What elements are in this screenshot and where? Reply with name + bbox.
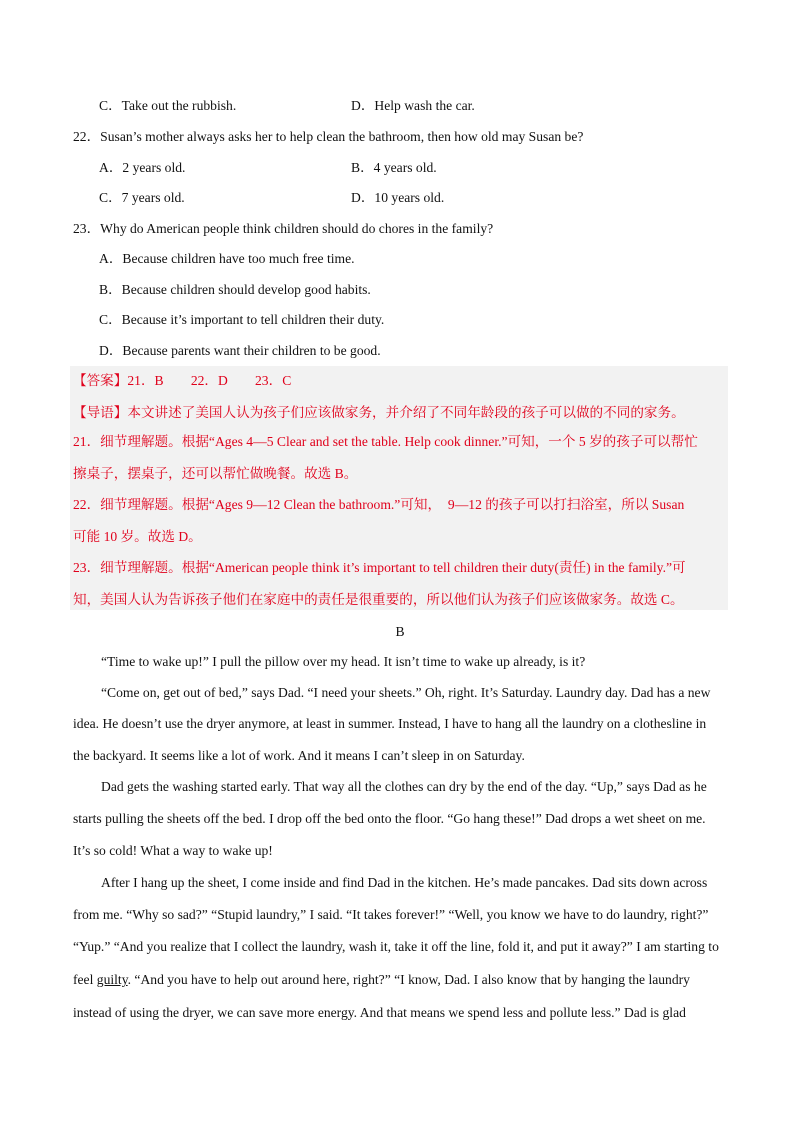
q21-option-d: D．Help wash the car.: [351, 98, 475, 113]
q22-option-c: C．7 years old.: [99, 190, 185, 205]
q23-option-b: B．Because children should develop good habits.: [99, 282, 371, 297]
passage-p4-line-5: instead of using the dryer, we can save more energy. And that means we spend less and pollute less.” Dad is glad: [73, 1005, 686, 1020]
q21-option-c: C．Take out the rubbish.: [99, 98, 237, 113]
q23-question: 23．Why do American people think children should do chores in the family?: [73, 221, 494, 236]
passage-p3-line-2: starts pulling the sheets off the bed. I drop off the bed onto the floor. “Go hang these!” Dad drops a wet sheet on me.: [73, 811, 706, 826]
q23-option-c: C．Because it’s important to tell children their duty.: [99, 312, 385, 327]
passage-p4-line-1: After I hang up the sheet, I come inside and find Dad in the kitchen. He’s made pancakes. Dad sits down across: [101, 875, 708, 890]
passage-p3-line-1: Dad gets the washing started early. That way all the clothes can dry by the end of the day. “Up,” says Dad as he: [101, 779, 707, 794]
q22-option-b: B．4 years old.: [351, 160, 437, 175]
explanation-23-line-1: 23．细节理解题。根据“American people think it’s important to tell children their duty(责任) in the family.”可: [73, 560, 686, 575]
passage-p1: “Time to wake up!” I pull the pillow over my head. It isn’t time to wake up already, is it?: [101, 654, 586, 669]
answer-line: 【答案】21．B 22．D 23．C: [73, 373, 292, 388]
q23-option-a: A．Because children have too much free time.: [99, 251, 355, 266]
passage-p2-line-1: “Come on, get out of bed,” says Dad. “I need your sheets.” Oh, right. It’s Saturday. Laundry day. Dad has a new: [101, 685, 711, 700]
passage-p4-line-4: [73, 970, 729, 990]
explanation-21-line-2: 擦桌子，摆桌子，还可以帮忙做晚餐。故选 B。: [73, 466, 358, 481]
passage-text: . “And you have to help out around here, right?” “I know, Dad. I also know that by hanging the laundry: [127, 972, 690, 987]
q22-option-d: D．10 years old.: [351, 190, 445, 205]
q22-option-a: A．2 years old.: [99, 160, 186, 175]
guide-line: 【导语】本文讲述了美国人认为孩子们应该做家务，并介绍了不同年龄段的孩子可以做的不同的家务。: [73, 405, 685, 420]
explanation-22-line-1: 22．细节理解题。根据“Ages 9—12 Clean the bathroom.”可知， 9—12 的孩子可以打扫浴室，所以 Susan: [73, 497, 685, 512]
passage-p4-line-2: from me. “Why so sad?” “Stupid laundry,” I said. “It takes forever!” “Well, you know we have to do laundry, right?”: [73, 907, 709, 922]
section-heading: B: [395, 624, 405, 639]
explanation-23-line-2: 知，美国人认为告诉孩子他们在家庭中的责任是很重要的，所以他们认为孩子们应该做家务。故选 C。: [73, 592, 684, 607]
passage-p3-line-3: It’s so cold! What a way to wake up!: [73, 843, 273, 858]
passage-p2-line-2: idea. He doesn’t use the dryer anymore, at least in summer. Instead, I have to hang all the laundry on a clothesline in: [73, 716, 707, 731]
q23-option-d: D．Because parents want their children to be good.: [99, 343, 381, 358]
passage-text: feel: [73, 972, 97, 987]
q22-question: 22．Susan’s mother always asks her to help clean the bathroom, then how old may Susan be?: [73, 129, 584, 144]
explanation-21-line-1: 21．细节理解题。根据“Ages 4—5 Clear and set the table. Help cook dinner.”可知，一个 5 岁的孩子可以帮忙: [73, 434, 698, 449]
passage-p4-line-3: “Yup.” “And you realize that I collect the laundry, wash it, take it off the line, fold it, and put it away?” I am starting to: [73, 939, 719, 954]
passage-p2-line-3: the backyard. It seems like a lot of work. And it means I can’t sleep in on Saturday.: [73, 748, 525, 763]
underlined-word-guilty: guilty: [96, 972, 128, 987]
explanation-22-line-2: 可能 10 岁。故选 D。: [73, 529, 202, 544]
